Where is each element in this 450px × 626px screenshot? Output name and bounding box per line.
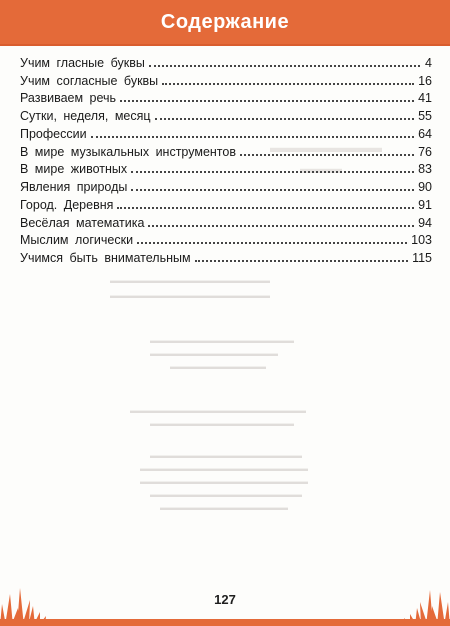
toc-entry-title: Учимся быть внимательным [20, 251, 191, 265]
toc-entry-title: Учим согласные буквы [20, 73, 159, 88]
bleed-through-text: ▬▬▬▬▬▬▬▬▬▬▬▬▬▬▬▬ [160, 503, 288, 512]
bleed-through-text: ▬▬▬▬▬▬▬▬▬▬▬▬▬▬▬▬▬▬ [150, 336, 294, 345]
bleed-through-text: ▬▬▬▬▬▬▬▬▬▬▬▬▬▬▬▬▬▬▬▬ [110, 276, 270, 285]
bleed-through-text: ▬▬▬▬▬▬▬▬▬▬▬▬▬▬▬▬▬▬▬▬▬▬ [130, 406, 306, 415]
toc-entry [20, 105, 432, 123]
toc-entry-title: Мыслим логически [20, 233, 134, 248]
toc-entry-page: 55 [418, 109, 432, 123]
toc-entry-page: 90 [418, 180, 432, 194]
dot-leader [120, 100, 414, 102]
bleed-through-text: ▬▬▬▬▬▬▬▬▬▬▬▬ [170, 362, 266, 371]
toc-entry-page: 64 [418, 126, 432, 141]
bottom-accent-bar [0, 619, 450, 626]
bleed-through-text: ▬▬▬▬▬▬▬▬▬▬▬▬▬▬▬▬ [150, 349, 278, 358]
bleed-through-text: ▬▬▬▬▬▬▬▬ [270, 139, 382, 155]
toc-entry [20, 176, 432, 194]
page-number: 127 [214, 592, 236, 607]
toc-entry-title: Учим гласные буквы [20, 55, 145, 70]
toc-entry [20, 141, 432, 159]
toc-entry-page: 103 [411, 233, 432, 248]
toc-entry [20, 247, 432, 265]
bleed-through-text: ▬▬▬▬▬▬▬▬▬▬▬▬▬▬▬▬▬▬▬▬ [110, 291, 270, 300]
dot-leader [162, 83, 414, 85]
bleed-through-text: ▬▬▬▬▬▬▬▬▬▬▬▬▬▬▬▬▬▬▬▬▬ [140, 477, 308, 486]
toc-entry-title: В мире музыкальных инструментов [20, 144, 236, 159]
dot-leader [131, 189, 414, 191]
dot-leader [117, 207, 414, 209]
toc-entry-page: 115 [412, 251, 432, 265]
dot-leader [149, 65, 420, 67]
bleed-through-text: ▬▬▬▬▬▬▬▬▬▬▬▬▬▬▬▬▬▬▬▬▬ [140, 464, 308, 473]
toc-entry-page: 4 [425, 55, 432, 70]
toc-entry [20, 194, 432, 212]
toc-entry-page: 91 [418, 197, 432, 212]
toc-entry-title: Сутки, неделя, месяц [20, 109, 151, 123]
bleed-through-text: ▬▬▬ [300, 160, 342, 176]
toc-entry [20, 88, 432, 106]
toc-entry-title: Развиваем речь [20, 91, 117, 106]
dot-leader [148, 225, 414, 227]
toc-entry-page: 94 [418, 215, 432, 230]
dot-leader [155, 118, 415, 120]
dot-leader [131, 171, 414, 173]
toc-entry-title: Профессии [20, 126, 87, 141]
toc-entry-title: Весёлая математика [20, 215, 145, 230]
toc-entry-page: 16 [418, 73, 432, 88]
bleed-through-text: ▬▬▬▬▬▬▬▬▬▬▬▬▬▬▬▬▬▬▬ [150, 490, 302, 499]
toc-entry [20, 123, 432, 141]
bleed-through-text: ▬▬▬▬▬▬▬▬▬▬▬▬▬▬▬▬▬▬▬ [150, 451, 302, 460]
toc-entry-page: 41 [418, 91, 432, 106]
page-title: Содержание [160, 11, 290, 33]
toc-entry [20, 159, 432, 177]
toc-entry-title: Явления природы [20, 180, 128, 194]
toc-entry [20, 230, 432, 248]
table-of-contents [20, 52, 432, 265]
dot-leader [240, 154, 414, 156]
toc-entry-page: 83 [418, 162, 432, 177]
toc-entry-title: В мире животных [20, 162, 128, 177]
dot-leader [195, 260, 408, 262]
toc-entry [20, 70, 432, 88]
dot-leader [91, 136, 415, 138]
toc-entry-page: 76 [418, 144, 432, 159]
header-band [0, 0, 450, 46]
dot-leader [137, 242, 407, 244]
toc-entry [20, 212, 432, 230]
toc-entry [20, 52, 432, 70]
bleed-through-text: ▬▬▬▬▬▬▬▬▬▬▬▬▬▬▬▬▬▬ [150, 419, 294, 428]
toc-entry-title: Город. Деревня [20, 197, 114, 212]
